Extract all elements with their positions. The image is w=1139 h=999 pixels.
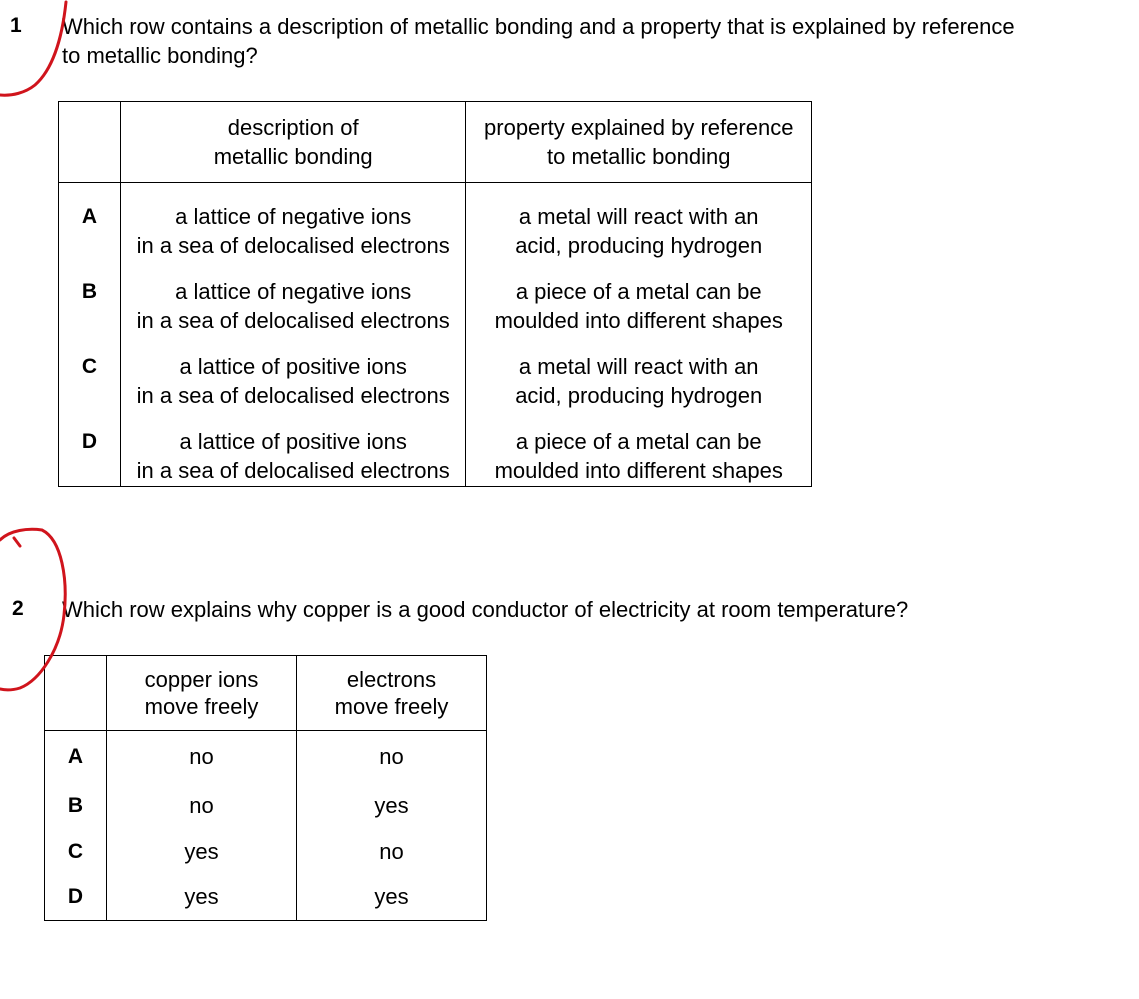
cell-line: moulded into different shapes [494, 458, 783, 483]
q2-annotation-mark [0, 529, 65, 690]
q1-number: 1 [10, 14, 22, 37]
electrons-cell: no [297, 731, 487, 783]
option-label: B [59, 260, 121, 335]
ions-cell: no [107, 731, 297, 783]
header-line: copper ions [144, 667, 259, 692]
option-label: D [59, 410, 121, 487]
header-line: move freely [144, 694, 259, 719]
cell-line: a piece of a metal can be [515, 279, 762, 304]
option-label: A [59, 183, 121, 261]
q2-annotation-tick [14, 538, 20, 546]
cell-line: a lattice of negative ions [175, 204, 412, 229]
cell-line: a lattice of positive ions [179, 354, 407, 379]
cell-line: acid, producing hydrogen [515, 383, 763, 408]
header-line: description of [227, 115, 359, 140]
option-label: D [45, 875, 107, 921]
electrons-cell: yes [297, 875, 487, 921]
cell-line: a lattice of positive ions [179, 429, 407, 454]
q2-number: 2 [12, 597, 24, 620]
cell-line: a lattice of negative ions [175, 279, 412, 304]
cell-line: a piece of a metal can be [515, 429, 762, 454]
q1-text-line2: to metallic bonding? [62, 43, 258, 68]
cell-line: a metal will react with an [518, 204, 759, 229]
ions-cell: no [107, 783, 297, 829]
cell-line: moulded into different shapes [494, 308, 783, 333]
q1-annotation-mark [0, 2, 66, 95]
cell-line: acid, producing hydrogen [515, 233, 763, 258]
option-label: C [59, 335, 121, 410]
header-line: move freely [334, 694, 449, 719]
option-label: A [45, 731, 107, 783]
cell-line: in a sea of delocalised electrons [136, 383, 450, 408]
cell-line: in a sea of delocalised electrons [136, 233, 450, 258]
header-line: to metallic bonding [547, 144, 731, 169]
option-label: B [45, 783, 107, 829]
header-line: metallic bonding [213, 144, 373, 169]
ions-cell: yes [107, 875, 297, 921]
q1-text-line1: Which row contains a description of metallic bonding and a property that is explained by reference [62, 14, 1015, 39]
cell-line: in a sea of delocalised electrons [136, 458, 450, 483]
ions-cell: yes [107, 829, 297, 875]
cell-line: a metal will react with an [518, 354, 759, 379]
header-line: electrons [346, 667, 437, 692]
electrons-cell: no [297, 829, 487, 875]
q2-text: Which row explains why copper is a good conductor of electricity at room temperature? [62, 597, 909, 622]
header-line: property explained by reference [484, 115, 794, 140]
cell-line: in a sea of delocalised electrons [136, 308, 450, 333]
option-label: C [45, 829, 107, 875]
electrons-cell: yes [297, 783, 487, 829]
